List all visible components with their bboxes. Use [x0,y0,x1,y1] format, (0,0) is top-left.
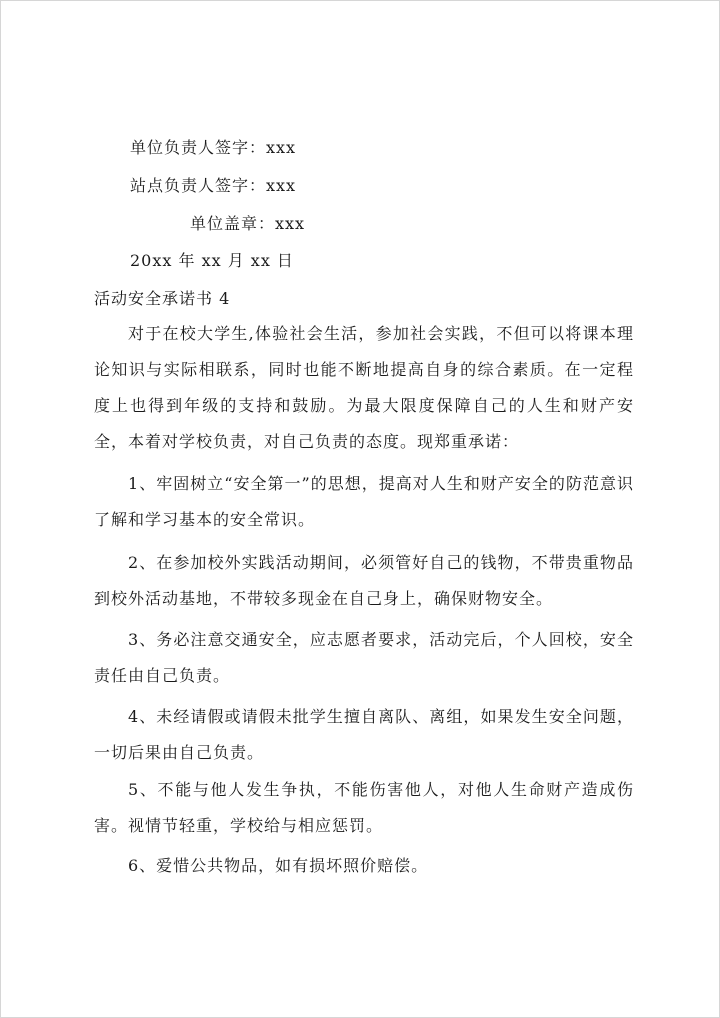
commitment-item-4: 4、未经请假或请假未批学生擅自离队、离组，如果发生安全问题，一切后果由自己负责。 [94,707,634,762]
site-leader-signature: 站点负责人签字：xxx [130,176,297,195]
commitment-item-2: 2、在参加校外实践活动期间，必须管好自己的钱物，不带贵重物品到校外活动基地，不带较多现金在自己身上，确保财物安全。 [94,553,634,608]
commitment-item-3: 3、务必注意交通安全，应志愿者要求，活动完后，个人回校，安全责任由自己负责。 [94,630,634,685]
commitment-item-1: 1、牢固树立“安全第一”的思想，提高对人生和财产安全的防范意识了解和学习基本的安全常识。 [94,474,634,529]
unit-seal: 单位盖章：xxx [190,214,306,233]
commitment-item-6: 6、爱惜公共物品，如有损坏照价赔偿。 [128,856,429,875]
unit-leader-signature: 单位负责人签字：xxx [130,138,297,157]
commitment-item-5: 5、不能与他人发生争执，不能伤害他人，对他人生命财产造成伤害。视情节轻重，学校给与相应惩罚。 [94,780,634,835]
intro-paragraph: 对于在校大学生,体验社会生活，参加社会实践，不但可以将课本理论知识与实际相联系，同时也能不断地提高自身的综合素质。在一定程度上也得到年级的支持和鼓励。为最大限度保障自己的人生和财产安全，本着对学校负责，对自己负责的态度。现郑重承诺： [94,324,634,451]
section-title: 活动安全承诺书 4 [94,289,231,308]
signature-date: 20xx 年 xx 月 xx 日 [130,251,294,270]
